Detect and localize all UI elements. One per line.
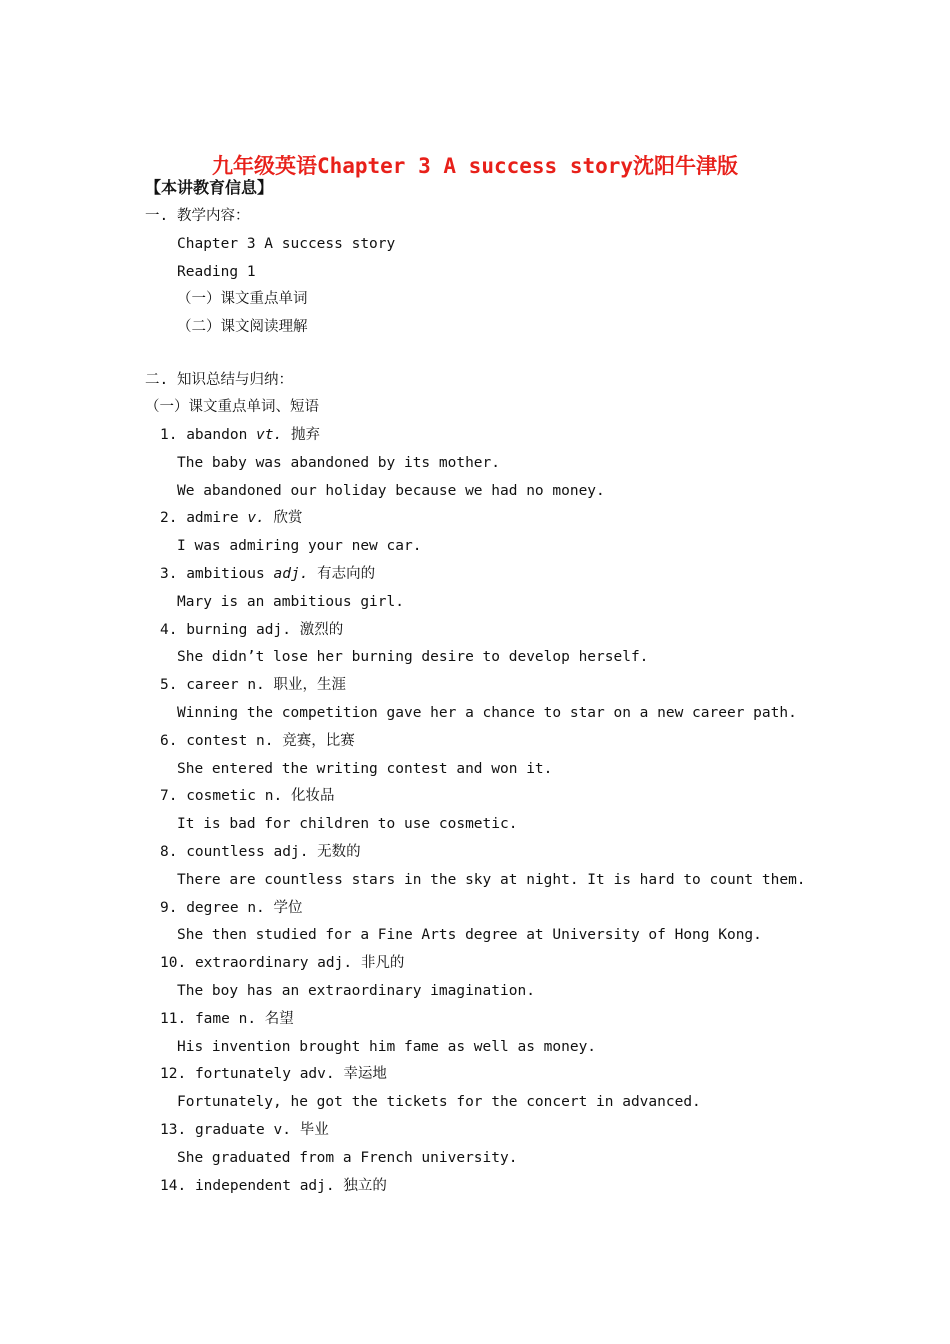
vocab-meaning: 幸运地 [343,1066,387,1082]
vocab-part-of-speech: vt. [256,427,283,443]
vocab-entry [160,620,343,640]
vocab-entry [160,786,334,806]
vocab-entry [160,1064,387,1084]
vocab-meaning: 无数的 [317,844,361,860]
part1-heading: 一. 教学内容： [145,208,250,224]
vocab-example: She entered the writing contest and won it. [177,761,553,777]
vocab-word: degree [186,900,239,916]
vocab-meaning: 学位 [273,900,303,916]
vocab-number: 2. [160,510,178,526]
vocab-word: burning [186,622,248,638]
vocab-part-of-speech: adj. [317,955,353,971]
vocab-number: 12. [160,1066,187,1082]
vocab-part-of-speech: adj. [273,844,309,860]
vocab-word: admire [186,510,239,526]
vocab-number: 5. [160,677,178,693]
vocab-entry [160,508,303,528]
vocab-word: contest [186,733,248,749]
vocab-meaning: 独立的 [343,1178,387,1194]
vocab-part-of-speech: v. [247,510,265,526]
vocab-entry [160,425,320,445]
part1-line: （二）课文阅读理解 [177,319,308,335]
vocab-part-of-speech: adj. [299,1178,335,1194]
part2-heading: 二. 知识总结与归纳： [145,372,293,388]
vocab-example: The boy has an extraordinary imagination. [177,983,535,999]
vocab-word: independent [194,1178,291,1194]
vocab-entry [160,898,303,918]
vocab-meaning: 职业，生涯 [273,677,347,693]
vocab-entry [160,842,361,862]
document-title: 九年级英语Chapter 3 A success story沈阳牛津版 [211,154,739,178]
vocab-example: Mary is an ambitious girl. [177,594,404,610]
vocab-part-of-speech: n. [264,788,283,804]
vocab-word: ambitious [186,566,265,582]
vocab-example: His invention brought him fame as well as money. [177,1039,597,1055]
part1-line: Reading 1 [177,264,256,280]
part1-line: Chapter 3 A success story [177,236,396,252]
vocab-example: There are countless stars in the sky at night. It is hard to count them. [177,872,806,888]
vocab-word: fame [194,1011,230,1027]
vocab-part-of-speech: v. [273,1122,291,1138]
vocab-example: We abandoned our holiday because we had no money. [177,483,605,499]
vocab-number: 8. [160,844,178,860]
vocab-word: cosmetic [186,788,257,804]
vocab-entry [160,1176,387,1196]
part2-sub-heading: （一）课文重点单词、短语 [145,399,319,415]
vocab-example: Winning the competition gave her a chance to star on a new career path. [177,705,797,721]
vocab-entry [160,1009,294,1029]
vocab-meaning: 欣赏 [273,510,303,526]
vocab-example: It is bad for children to use cosmetic. [177,816,518,832]
vocab-part-of-speech: n. [247,900,265,916]
vocab-example: Fortunately, he got the tickets for the concert in advanced. [177,1094,701,1110]
part1-line: （一）课文重点单词 [177,291,308,307]
vocab-number: 7. [160,788,178,804]
vocab-word: abandon [186,427,248,443]
vocab-word: fortunately [194,1066,291,1082]
vocab-part-of-speech: n. [247,677,265,693]
vocab-example: She graduated from a French university. [177,1150,518,1166]
vocab-number: 4. [160,622,178,638]
vocab-entry [160,1120,329,1140]
vocab-meaning: 毕业 [299,1122,329,1138]
vocab-part-of-speech: adv. [299,1066,335,1082]
vocab-number: 11. [160,1011,187,1027]
vocab-meaning: 非凡的 [360,955,405,971]
vocab-entry [160,953,404,973]
vocab-entry [160,564,375,584]
vocab-example: She then studied for a Fine Arts degree at University of Hong Kong. [177,927,762,943]
vocab-number: 6. [160,733,178,749]
vocab-number: 14. [160,1178,187,1194]
vocab-meaning: 名望 [264,1011,294,1027]
vocab-number: 10. [160,955,187,971]
vocab-number: 1. [160,427,178,443]
vocab-example: I was admiring your new car. [177,538,422,554]
vocab-entry [160,731,355,751]
vocab-entry [160,675,346,695]
vocab-word: career [186,677,239,693]
vocab-part-of-speech: adj. [256,622,291,638]
vocab-number: 13. [160,1122,187,1138]
vocab-meaning: 化妆品 [290,788,335,804]
vocab-meaning: 抛弃 [290,427,320,443]
vocab-meaning: 竞赛，比赛 [282,733,355,749]
vocab-example: She didn’t lose her burning desire to develop herself. [177,649,649,665]
info-heading: 【本讲教育信息】 [145,178,274,197]
vocab-number: 3. [160,566,178,582]
vocab-word: countless [186,844,265,860]
vocab-part-of-speech: n. [238,1011,257,1027]
vocab-part-of-speech: adj. [273,566,309,582]
vocab-meaning: 有志向的 [317,566,376,582]
vocab-example: The baby was abandoned by its mother. [177,455,501,471]
vocab-meaning: 激烈的 [299,622,344,638]
vocab-word: extraordinary [194,955,309,971]
vocab-part-of-speech: n. [256,733,274,749]
vocab-number: 9. [160,900,178,916]
vocab-word: graduate [194,1122,265,1138]
